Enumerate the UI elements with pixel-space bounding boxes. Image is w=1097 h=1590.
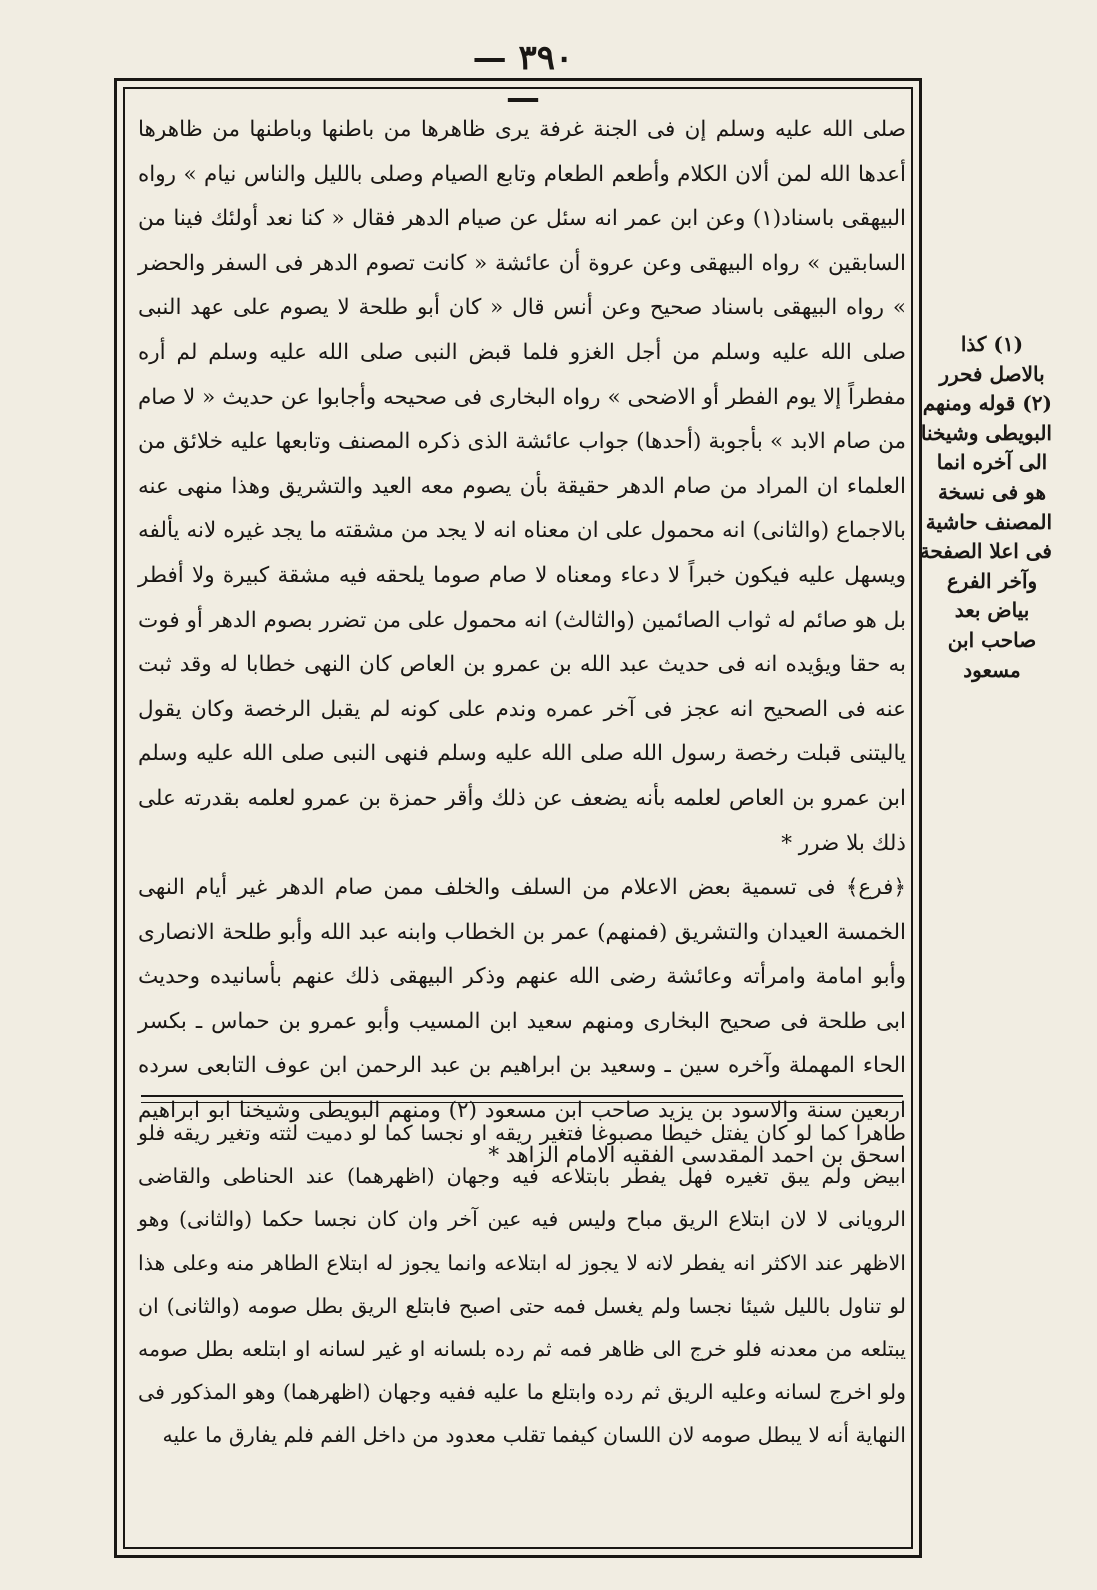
margin-note-line: (١) كذا [960, 332, 1024, 356]
margin-note-line: بالاصل فحرر [939, 361, 1045, 386]
main-text [138, 108, 906, 1168]
margin-note-line: فى اعلا الصفحة [919, 539, 1052, 564]
main-paragraph-1: صلى الله عليه وسلم إن فى الجنة غرفة يرى ظاهرها من باطنها وباطنها من ظاهرها أعدها الله لمن ألان الكلام وأطعم الطعام وتابع الصيام وصلى بالليل والناس نيام » رواه البيهقى باسناد(١) وعن ابن عمر انه سئل عن صيام الدهر فقال « كنا نعد أولئك فينا من السابقين » رواه البيهقى وعن عروة أن عائشة « كانت تصوم الدهر فى السفر والحضر » رواه البيهقى باسناد صحيح وعن أنس قال « كان أبو طلحة لا يصوم على عهد النبى صلى الله عليه وسلم من أجل الغزو فلما قبض النبى صلى الله عليه وسلم لم أره مفطراً إلا يوم الفطر أو الاضحى » رواه البخارى فى صحيحه وأجابوا عن حديث « لا صام من صام الابد » بأجوبة (أحدها) جواب عائشة الذى ذكره المصنف وتابعها عليه خلائق من العلماء ان المراد من صام الدهر حقيقة بأن يصوم معه العيد والتشريق وهذا منهى عنه بالاجماع (والثانى) انه محمول على ان معناه انه لا يجد من مشقته ما يجد غيره لانه يألفه ويسهل عليه فيكون خبراً لا دعاء ومعناه لا صام صوما يلحقه فيه مشقة كبيرة ولا أفطر بل هو صائم له ثواب الصائمين (والثالث) انه محمول على من تضرر بصوم الدهر أو فوت به حقا ويؤيده انه فى حديث عبد الله بن عمرو بن العاص كان النهى خطابا له وقد ثبت عنه فى الصحيح انه عجز فى آخر عمره وندم على كونه لم يقبل الرخصة وكان يقول ياليتنى قبلت رخصة رسول الله صلى الله عليه وسلم فنهى النبى صلى الله عليه وسلم ابن عمرو بن العاص لعلمه بأنه يضعف عن ذلك وأقر حمزة بن عمرو لعلمه بقدرته على ذلك بلا ضرر * [138, 117, 906, 856]
main-paragraph-2: ﴿فرع﴾ فى تسمية بعض الاعلام من السلف والخلف ممن صام الدهر غير أيام النهى الخمسة العيدان والتشريق (فمنهم) عمر بن الخطاب وابنه عبد الله وأبو طلحة الانصارى وأبو امامة وامرأته وعائشة رضى الله عنهم وذكر البيهقى ذلك عنهم بأسانيده وحديث ابى طلحة فى صحيح البخارى ومنهم سعيد ابن المسيب وأبو عمرو بن حماس ـ بكسر الحاء المهملة وآخره سين ـ وسعيد بن ابراهيم بن عبد الرحمن ابن عوف التابعى سرده اربعين سنة والاسود بن يزيد صاحب ابن مسعود (٢) ومنهم البويطى وشيخنا ابو ابراهيم اسحق بن احمد المقدسى الفقيه الامام الزاهد * [138, 875, 906, 1168]
footnote-separator-thin [141, 1102, 903, 1103]
margin-note-line: مسعود [963, 657, 1021, 682]
margin-note-line: (٢) قوله ومنهم [922, 391, 1052, 416]
margin-note-line: صاحب ابن [947, 627, 1037, 652]
margin-note-line: المصنف حاشية [925, 509, 1052, 534]
margin-note-line: وآخر الفرع [946, 568, 1038, 593]
margin-note-line: الى آخره انما [936, 450, 1048, 475]
margin-note [919, 330, 1052, 790]
margin-note-line: هو فى نسخة [937, 479, 1047, 504]
margin-note-line: بياض بعد [954, 598, 1030, 623]
margin-note-line: البويطى وشيخنا [920, 420, 1052, 445]
footnote-text: طاهرا كما لو كان يفتل خيطا مصبوغا فتغير ريقه او نجسا كما لو دميت لثته وتغير ريقه فلو ابيض ولم يبق تغيره فهل يفطر بابتلاعه فيه وجهان (اظهرهما) عند الحناطى والقاضى الرويانى لا لان ابتلاع الريق مباح وليس فيه عين آخر وان كان نجسا حكما (والثانى) وهو الاظهر عند الاكثر انه يفطر لانه لا يجوز له ابتلاعه وانما يجوز له ابتلاع الطاهر منه وعلى هذا لو تناول بالليل شيئا نجسا ولم يغسل فمه حتى اصبح فابتلع الريق بطل صومه (والثانى) ان يبتلعه من معدنه فلو خرج الى ظاهر فمه ثم رده بلسانه او غير لسانه او ابتلعه بطل صومه ولو اخرج لسانه وعليه الريق ثم رده وابتلع ما عليه ففيه وجهان (اظهرهما) وهو المذكور فى النهاية أنه لا يبطل صومه لان اللسان كيفما تقلب معدود من داخل الفم فلم يفارق ما عليه [138, 1121, 906, 1448]
page-number: — ٣٩٠ — [472, 38, 574, 118]
footnote-separator [141, 1095, 903, 1097]
